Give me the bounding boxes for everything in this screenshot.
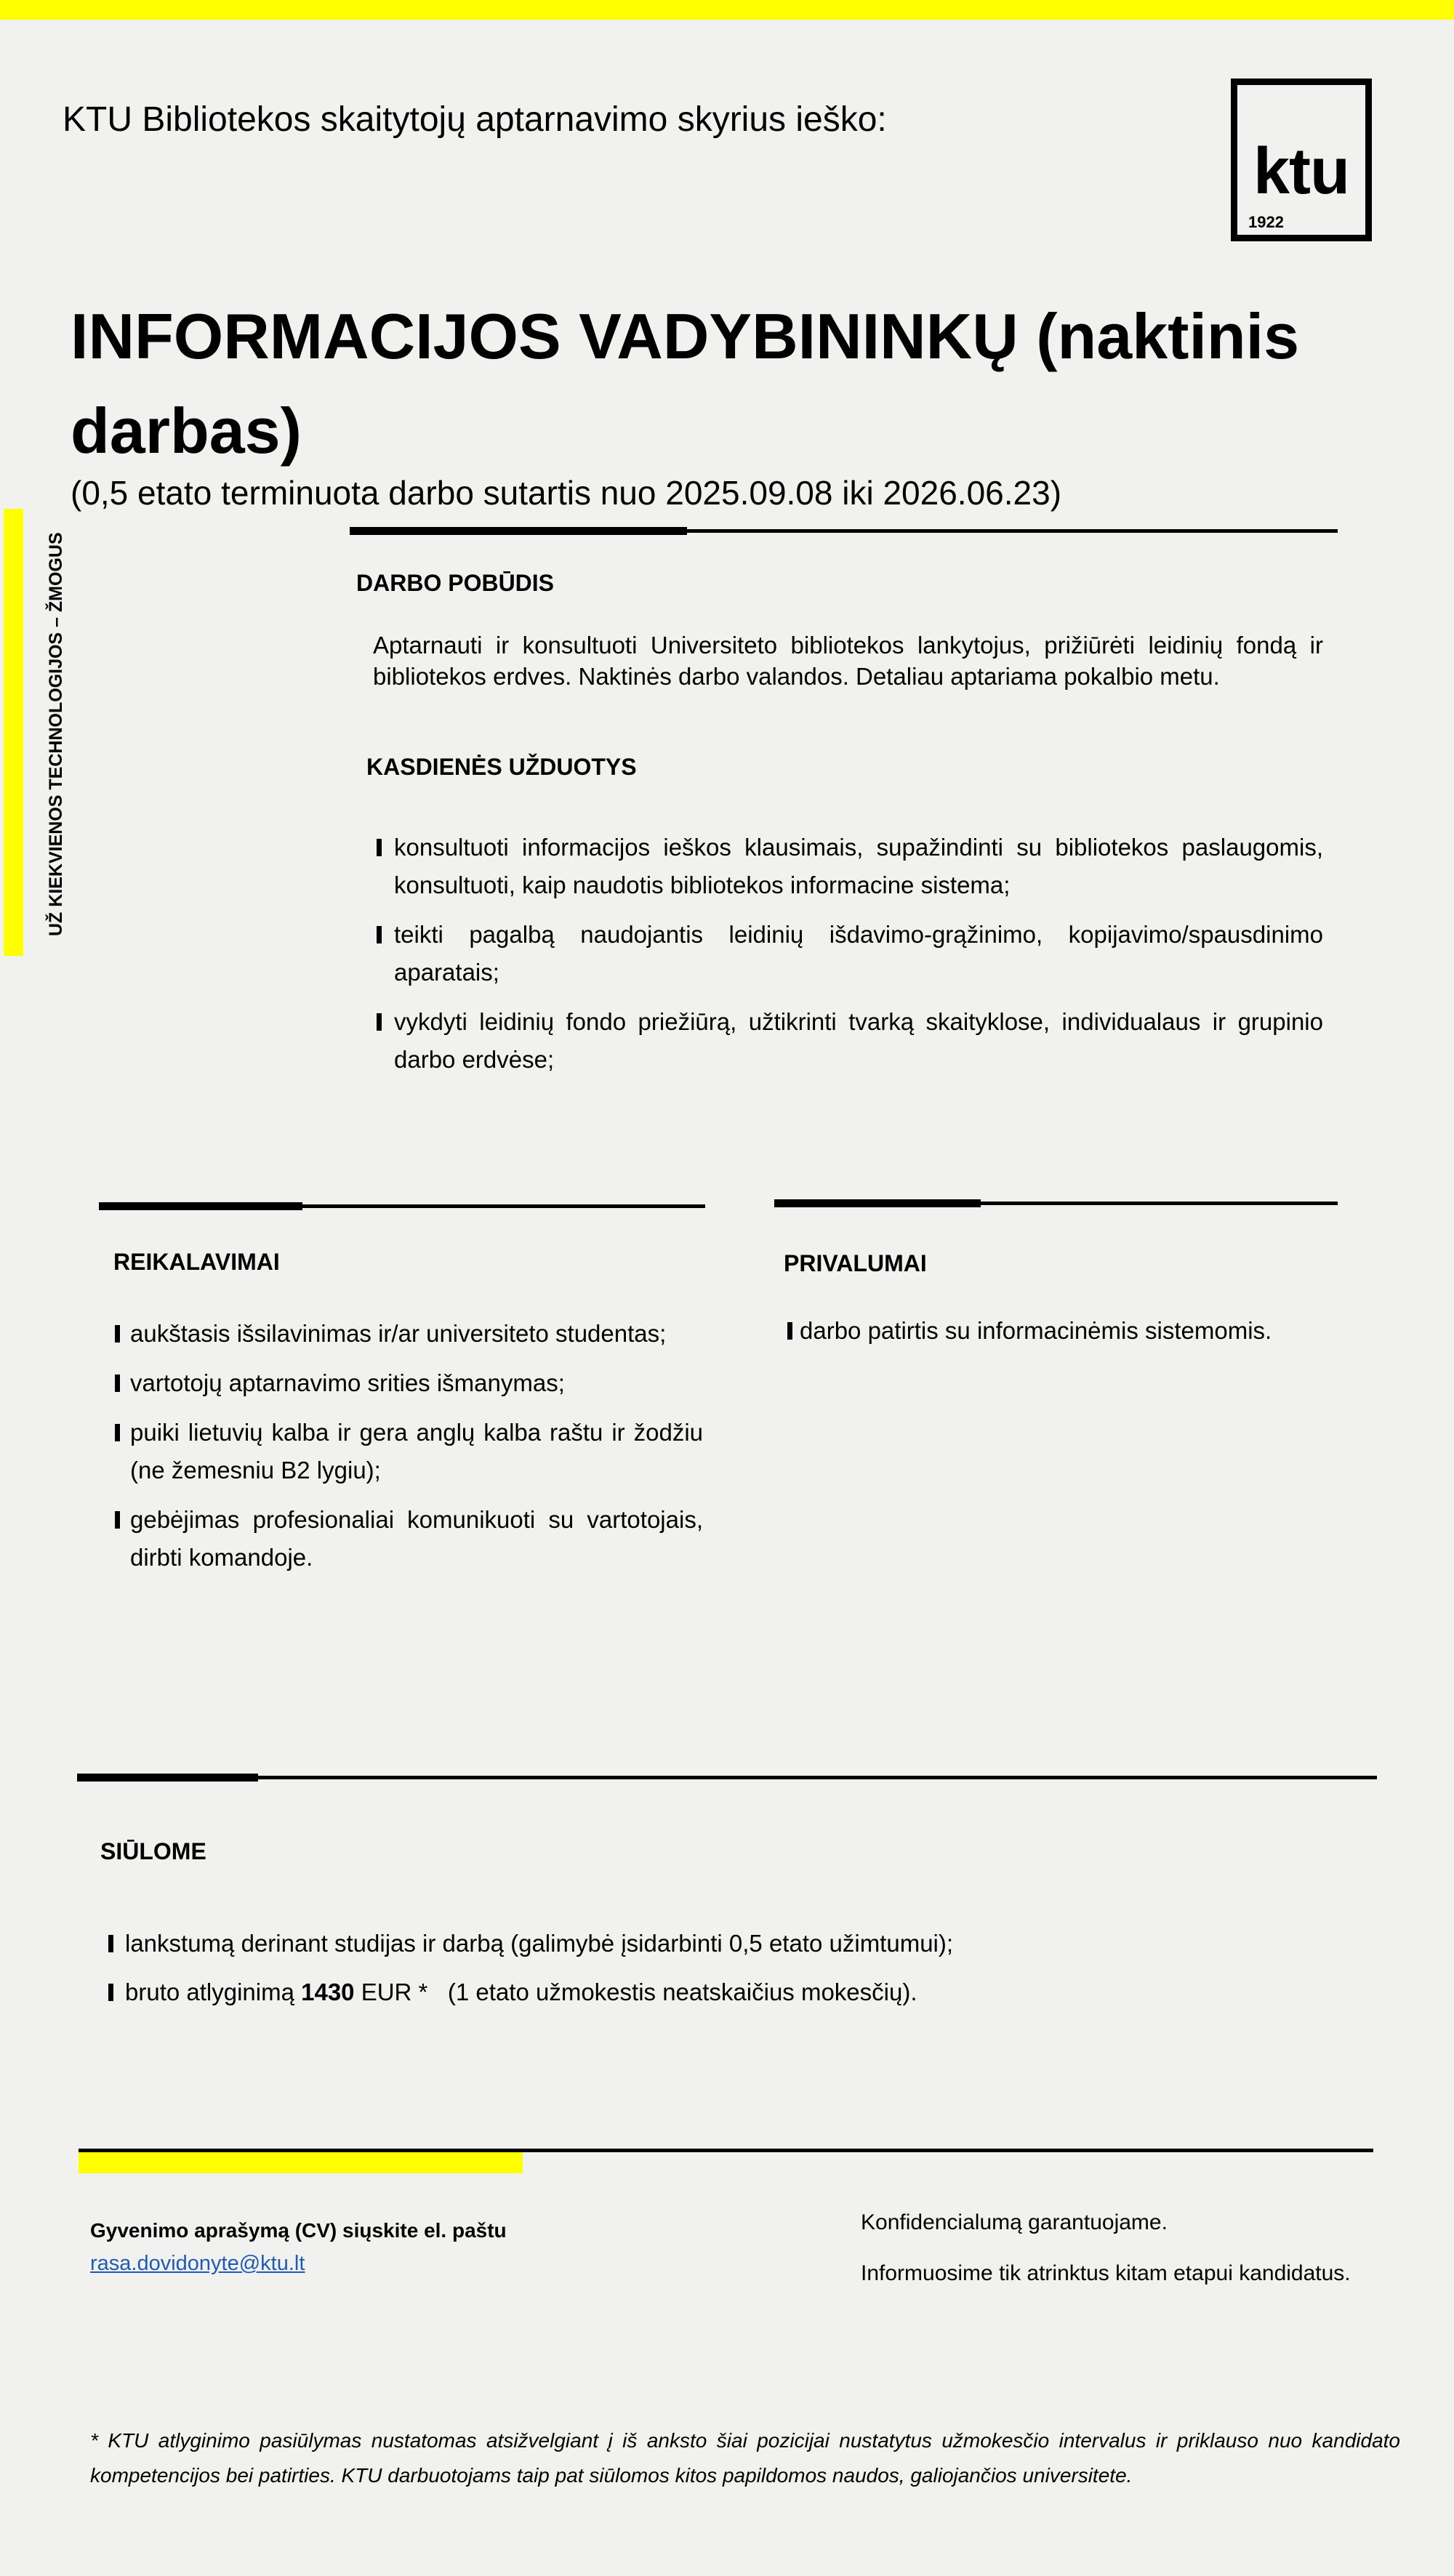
bullet-marker xyxy=(787,1322,792,1340)
bullet-marker xyxy=(115,1424,120,1441)
bullet-marker xyxy=(115,1374,120,1392)
offer-list xyxy=(125,1925,1361,2022)
bullet-marker xyxy=(377,839,382,856)
divider-accent xyxy=(77,1774,258,1782)
daily-tasks-list xyxy=(394,829,1323,1090)
list-item xyxy=(125,1925,1361,1963)
advantages-list xyxy=(800,1312,1338,1361)
divider-accent xyxy=(99,1202,302,1210)
bullet-marker xyxy=(108,1935,113,1952)
list-item-text: vykdyti leidinių fondo priežiūrą, užtikrinti tvarką skaityklose, individualaus ir grupinio darbo erdvėse; xyxy=(394,1008,1323,1073)
list-item-text: darbo patirtis su informacinėmis sistemomis. xyxy=(800,1317,1272,1344)
advantages-heading: PRIVALUMAI xyxy=(784,1250,927,1276)
salary-prefix: bruto atlyginimą xyxy=(125,1979,302,2005)
bullet-marker xyxy=(377,926,382,943)
confidentiality-note: Konfidencialumą garantuojame. xyxy=(861,2210,1168,2234)
selection-notice: Informuosime tik atrinktus kitam etapui kandidatus. xyxy=(861,2261,1351,2285)
requirements-heading: REIKALAVIMAI xyxy=(113,1249,280,1275)
list-item xyxy=(800,1312,1338,1350)
list-item-text: teikti pagalbą naudojantis leidinių išdavimo-grąžinimo, kopijavimo/spausdinimo aparatais; xyxy=(394,921,1323,986)
header-intro: KTU Bibliotekos skaitytojų aptarnavimo skyrius ieško: xyxy=(63,100,887,139)
bullet-marker xyxy=(377,1013,382,1031)
divider-accent xyxy=(350,527,687,535)
list-item xyxy=(130,1364,703,1402)
list-item-text: lankstumą derinant studijas ir darbą (galimybė įsidarbinti 0,5 etato užimtumui); xyxy=(125,1930,954,1957)
list-item xyxy=(130,1414,703,1489)
top-accent-band xyxy=(0,0,1454,20)
salary-item xyxy=(125,1973,1361,2011)
side-accent-bar xyxy=(4,509,23,956)
list-item xyxy=(394,916,1323,991)
side-slogan: UŽ KIEKVIENOS TECHNOLOGIJOS – ŽMOGUS xyxy=(46,532,66,936)
salary-suffix: EUR * (1 etato užmokestis neatskaičius mokesčių). xyxy=(354,1979,917,2005)
cv-prompt: Gyvenimo aprašymą (CV) siųskite el. paštu xyxy=(90,2219,507,2242)
daily-tasks-heading: KASDIENĖS UŽDUOTYS xyxy=(366,754,637,780)
list-item-text: vartotojų aptarnavimo srities išmanymas; xyxy=(130,1369,565,1396)
page-subtitle: (0,5 etato terminuota darbo sutartis nuo 2025.09.08 iki 2026.06.23) xyxy=(71,474,1062,512)
offer-heading: SIŪLOME xyxy=(100,1838,206,1864)
divider-accent xyxy=(774,1199,981,1207)
page-title: INFORMACIJOS VADYBININKŲ (naktinis darbas) xyxy=(71,300,1300,467)
bullet-marker xyxy=(115,1325,120,1343)
list-item-text: aukštasis išsilavinimas ir/ar universiteto studentas; xyxy=(130,1320,667,1347)
list-item xyxy=(394,1003,1323,1079)
divider-line xyxy=(77,1776,1377,1779)
contact-accent-bar xyxy=(79,2152,523,2173)
list-item xyxy=(130,1501,703,1577)
job-nature-text: Aptarnauti ir konsultuoti Universiteto bibliotekos lankytojus, prižiūrėti leidinių fondą ir bibliotekos erdves. Naktinės darbo valandos. Detaliau aptariama pokalbio metu. xyxy=(373,632,1323,690)
requirements-list xyxy=(130,1315,703,1588)
logo-wordmark: ktu xyxy=(1253,135,1349,208)
list-item xyxy=(394,829,1323,904)
salary-footnote: * KTU atlyginimo pasiūlymas nustatomas atsižvelgiant į iš anksto šiai pozicijai nustatytus užmokesčio intervalus ir priklauso nuo kandidato kompetencijos bei patirties. KTU darbuotojams taip pat siūlomos kitos papildomos naudos, galiojančios universitete. xyxy=(90,2429,1400,2487)
bullet-marker xyxy=(108,1984,113,2001)
logo-year: 1922 xyxy=(1248,213,1284,231)
salary-amount: 1430 xyxy=(301,1979,355,2005)
bullet-marker xyxy=(115,1511,120,1529)
email-link[interactable]: rasa.dovidonyte@ktu.lt xyxy=(90,2252,305,2275)
list-item-text: puiki lietuvių kalba ir gera anglų kalba raštu ir žodžiu (ne žemesniu B2 lygiu); xyxy=(130,1419,703,1484)
list-item xyxy=(130,1315,703,1353)
list-item-text: gebėjimas profesionaliai komunikuoti su vartotojais, dirbti komandoje. xyxy=(130,1506,703,1571)
list-item-text: konsultuoti informacijos ieškos klausimais, supažindinti su bibliotekos paslaugomis, konsultuoti, kaip naudotis bibliotekos informacine sistema; xyxy=(394,834,1323,898)
job-nature-heading: DARBO POBŪDIS xyxy=(356,570,555,596)
ktu-logo xyxy=(1231,79,1372,241)
